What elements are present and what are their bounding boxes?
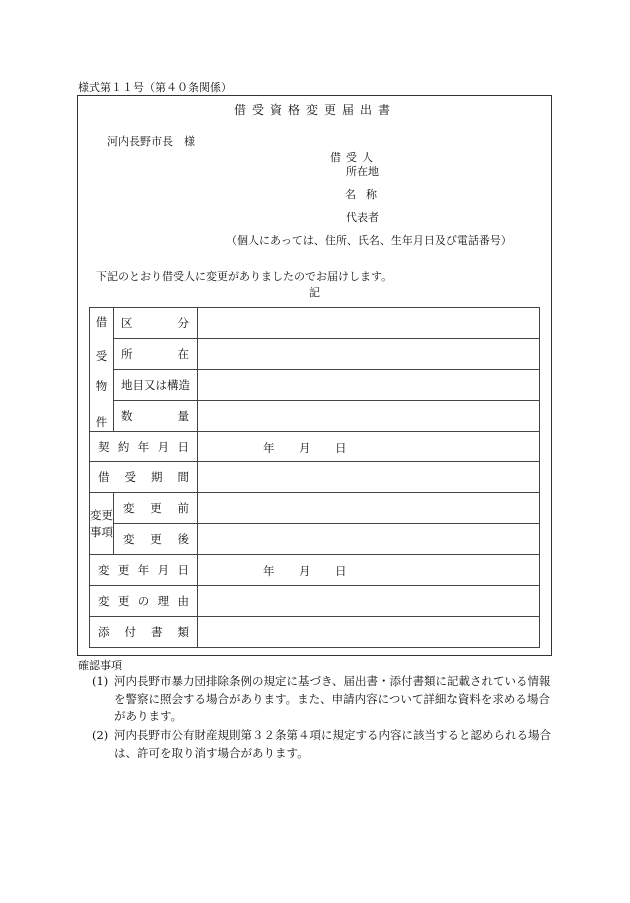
label-char: の (137, 593, 150, 608)
spread-label (114, 408, 197, 424)
spread-label (90, 469, 197, 485)
spread-label (114, 315, 197, 331)
change-label-line: 変更 (90, 507, 113, 522)
ki-label: 記 (309, 286, 320, 299)
label-char: 分 (177, 315, 189, 330)
property-char: 借 (95, 315, 108, 329)
month-label: 月 (299, 564, 311, 579)
confirm-item (92, 727, 554, 767)
day-label: 日 (335, 440, 347, 455)
details-table (89, 307, 540, 648)
label-char: 類 (177, 624, 189, 639)
table-row (90, 616, 540, 647)
table-row (90, 338, 540, 369)
label-char: 区 (121, 315, 133, 330)
label-char: 後 (177, 532, 189, 547)
row-label-land-structure (114, 369, 198, 400)
label-char: 変 (123, 501, 135, 516)
row-label-lease-period (90, 462, 198, 493)
spread-label (114, 500, 197, 516)
label-char: 変 (98, 593, 110, 608)
table-row (90, 462, 540, 493)
change-before-value[interactable] (198, 493, 540, 524)
row-label-category (114, 308, 198, 339)
spread-label (90, 593, 197, 609)
name-label: 名称 (345, 188, 387, 201)
label-char: 契 (98, 439, 110, 454)
label-char: 前 (177, 501, 189, 516)
label-char: 月 (157, 439, 170, 454)
row-label-quantity (114, 400, 198, 431)
quantity-value[interactable] (198, 400, 540, 431)
change-label-line: 事項 (90, 524, 113, 539)
label-char: 月 (157, 563, 170, 578)
row-label-change-after (114, 524, 198, 555)
label-char: 由 (177, 593, 189, 608)
table-row (90, 555, 540, 586)
change-date-value[interactable] (198, 555, 540, 586)
individual-note: （個人にあっては、住所、氏名、生年月日及び電話番号） (226, 234, 512, 247)
address-label: 所在地 (346, 165, 379, 178)
label-char: 更 (117, 593, 130, 608)
category-value[interactable] (198, 308, 540, 339)
spread-label (90, 624, 197, 640)
row-label-contract-date (90, 431, 198, 462)
confirm-item-text: 河内長野市公有財産規則第３２条第４項に規定する内容に該当すると認められる場合は、許可を取り消す場合があります。 (114, 728, 551, 760)
label-char: 更 (150, 532, 162, 547)
spread-label (114, 531, 197, 547)
contract-date-value[interactable] (198, 431, 540, 462)
label-char: 更 (117, 563, 130, 578)
property-char: 件 (95, 415, 108, 429)
lease-period-value[interactable] (198, 462, 540, 493)
label-char: 変 (98, 563, 110, 578)
label-char: 在 (177, 346, 189, 361)
label-char: 量 (177, 408, 189, 423)
label-char: 期 (151, 470, 163, 485)
label-char: 日 (177, 563, 189, 578)
confirm-item (92, 673, 554, 723)
row-label-location (114, 338, 198, 369)
property-char: 受 (95, 349, 108, 363)
label-char: 年 (137, 563, 150, 578)
label-char: 間 (177, 470, 189, 485)
year-label: 年 (263, 564, 275, 579)
confirm-item-number: (1) (92, 674, 109, 688)
label-char: 書 (151, 624, 163, 639)
label-char: 更 (150, 501, 162, 516)
confirm-heading: 確認事項 (78, 659, 122, 672)
table-row (90, 400, 540, 431)
document-title: 借受資格変更届出書 (233, 103, 396, 117)
spread-label (114, 346, 197, 362)
borrower-label: 借受人 (330, 151, 378, 164)
spread-label (90, 439, 197, 455)
label-char: 数 (121, 408, 133, 423)
row-label-change-date (90, 555, 198, 586)
land-structure-label: 地目又は構造 (121, 377, 190, 392)
property-char: 物 (95, 379, 108, 393)
label-char: 受 (124, 470, 136, 485)
row-label-attachments (90, 616, 198, 647)
attachments-value[interactable] (198, 616, 540, 647)
table-row (90, 369, 540, 400)
table-row (90, 431, 540, 462)
intro-text: 下記のとおり借受人に変更がありましたのでお届けします。 (96, 270, 393, 283)
label-char: 約 (117, 439, 130, 454)
label-char: 日 (177, 439, 189, 454)
label-char: 添 (98, 624, 110, 639)
table-row (90, 524, 540, 555)
label-char: 借 (98, 470, 110, 485)
change-reason-value[interactable] (198, 586, 540, 617)
day-label: 日 (335, 564, 347, 579)
change-items-label (90, 493, 114, 555)
land-structure-value[interactable] (198, 369, 540, 400)
label-char: 年 (137, 439, 150, 454)
confirm-item-text: 河内長野市暴力団排除条例の規定に基づき、届出書・添付書類に記載されている情報を警察に照会する場合があります。また、申請内容について詳細な資料を求める場合があります。 (114, 674, 551, 723)
confirm-item-number: (2) (92, 728, 109, 742)
form-number-label: 様式第１１号（第４０条関係） (78, 81, 232, 94)
row-label-change-before (114, 493, 198, 524)
month-label: 月 (299, 440, 311, 455)
addressee: 河内長野市長 様 (107, 135, 195, 148)
table-row (90, 586, 540, 617)
year-label: 年 (263, 440, 275, 455)
table-row (90, 493, 540, 524)
location-value[interactable] (198, 338, 540, 369)
spread-label (90, 562, 197, 578)
property-group-label (90, 308, 114, 432)
label-char: 付 (124, 624, 136, 639)
row-label-change-reason (90, 586, 198, 617)
label-char: 理 (157, 593, 170, 608)
label-char: 所 (121, 346, 133, 361)
representative-label: 代表者 (346, 211, 379, 224)
change-after-value[interactable] (198, 524, 540, 555)
label-char: 変 (123, 532, 135, 547)
table-row (90, 308, 540, 339)
